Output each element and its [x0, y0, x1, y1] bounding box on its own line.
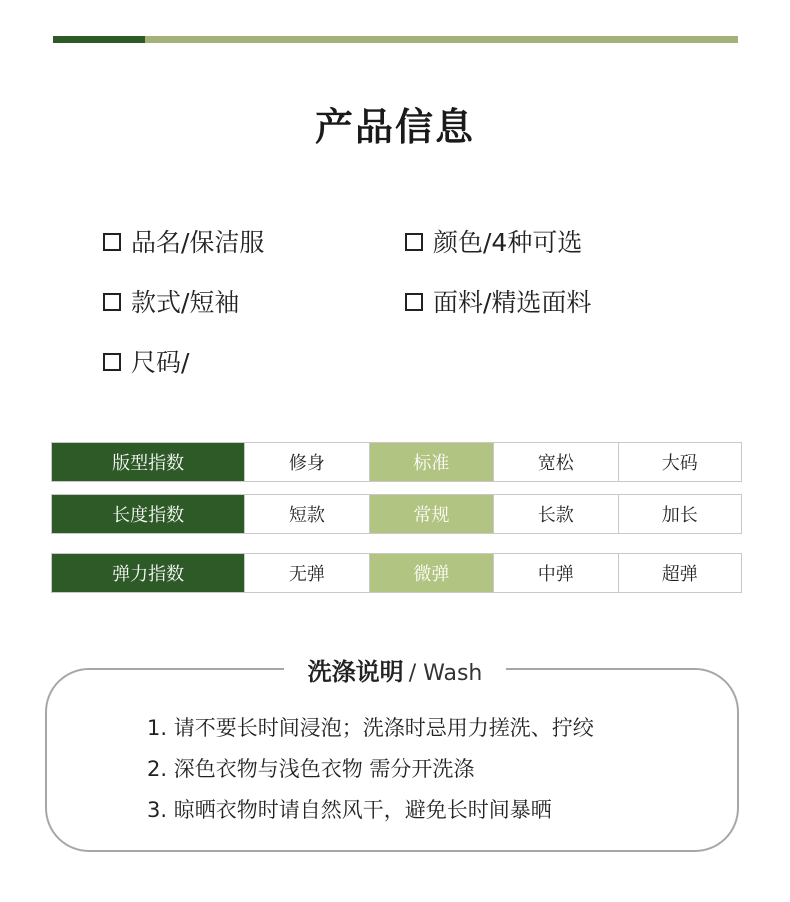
checkbox-icon: [405, 233, 423, 251]
index-option: 修身: [244, 443, 368, 481]
info-item-style: 款式/短袖: [103, 286, 239, 320]
wash-title-cn: 洗涤说明: [307, 658, 404, 686]
page-title: 产品信息: [314, 105, 475, 149]
index-option: 宽松: [493, 443, 617, 481]
index-label: 弹力指数: [52, 554, 244, 592]
top-accent-bar-dark-segment: [53, 36, 145, 43]
index-label: 长度指数: [52, 495, 244, 533]
index-option: 加长: [618, 495, 741, 533]
info-item-size: 尺码/: [103, 346, 189, 380]
elasticity-index-row: [51, 553, 742, 593]
index-option-selected: 常规: [369, 495, 493, 533]
index-option: 无弹: [244, 554, 368, 592]
info-item-name: 品名/保洁服: [103, 226, 264, 260]
wash-title: [0, 652, 790, 687]
checkbox-icon: [405, 293, 423, 311]
index-label: 版型指数: [52, 443, 244, 481]
fit-index-row: [51, 442, 742, 482]
index-option: 中弹: [493, 554, 617, 592]
checkbox-icon: [103, 293, 121, 311]
index-option: 超弹: [618, 554, 741, 592]
wash-line: 2. 深色衣物与浅色衣物 需分开洗涤: [147, 757, 475, 781]
index-option-selected: 标准: [369, 443, 493, 481]
index-option-selected: 微弹: [369, 554, 493, 592]
length-index-row: [51, 494, 742, 534]
wash-line: 3. 晾晒衣物时请自然风干，避免长时间暴晒: [147, 798, 552, 822]
checkbox-icon: [103, 233, 121, 251]
top-accent-bar: [53, 36, 738, 43]
wash-title-en: / Wash: [408, 661, 483, 686]
index-option: 大码: [618, 443, 741, 481]
info-item-fabric: 面料/精选面料: [405, 286, 591, 320]
index-option: 长款: [493, 495, 617, 533]
checkbox-icon: [103, 353, 121, 371]
wash-line: 1. 请不要长时间浸泡；洗涤时忌用力搓洗、拧绞: [147, 716, 594, 740]
index-option: 短款: [244, 495, 368, 533]
info-item-color: 颜色/4种可选: [405, 226, 582, 260]
